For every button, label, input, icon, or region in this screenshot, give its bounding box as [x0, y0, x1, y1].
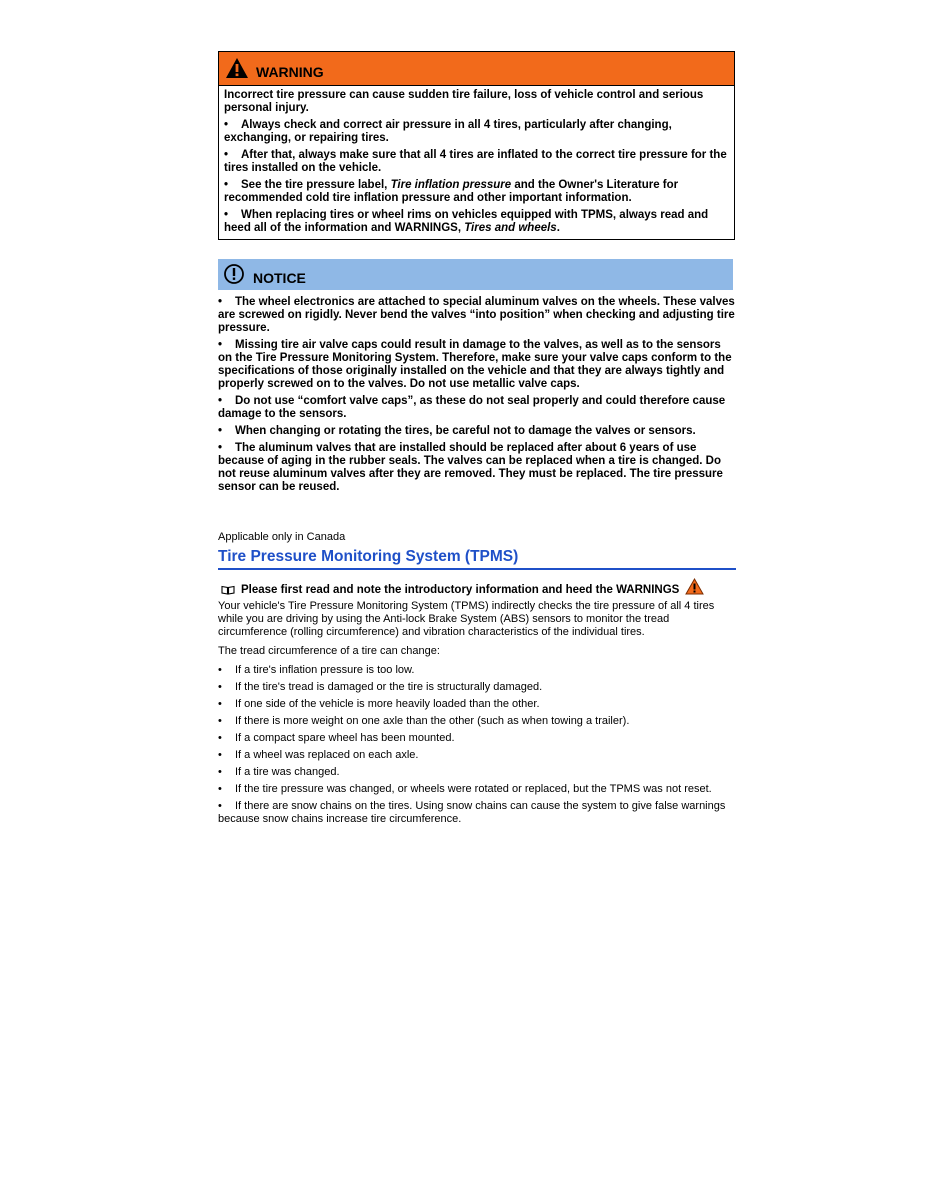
warning-bullet: • When replacing tires or wheel rims on vehicles equipped with TPMS, always read and heed all of the information and WARNINGS, Tires and wheels.	[224, 209, 709, 234]
book-icon	[221, 585, 235, 595]
list-item: • If there is more weight on one axle than the other (such as when towing a trailer).	[218, 715, 630, 727]
paragraph: Your vehicle's Tire Pressure Monitoring System (TPMS) indirectly checks the tire pressure of all 4 tires while you are driving by using the Anti-lock Brake System (ABS) sensors to monitor the tread circumference (rolling circumference) and vibration characteristics of the individual tires.	[218, 600, 715, 638]
warning-box	[218, 51, 735, 240]
notice-header	[218, 259, 733, 290]
list-item: • If a tire's inflation pressure is too low.	[218, 664, 415, 676]
intro-line: Please first read and note the introductory information and heed the WARNINGS	[218, 578, 736, 596]
list-item: • If a compact spare wheel has been mounted.	[218, 732, 455, 744]
notice-bullet: • Missing tire air valve caps could result in damage to the valves, as well as to the sensors on the Tire Pressure Monitoring System. Therefore, make sure your valve caps conform to the specifications of those originally installed on the vehicle and that they are always tightly and properly screwed on to the valves. Do not use metallic valve caps.	[218, 339, 732, 390]
warning-body	[219, 86, 734, 239]
section-title: Tire Pressure Monitoring System (TPMS)	[218, 548, 736, 570]
notice-bullet: • Do not use “comfort valve caps”, as these do not seal properly and could therefore cause damage to the sensors.	[218, 395, 726, 420]
notice-bullet: • The wheel electronics are attached to special aluminum valves on the wheels. These valves are screwed on rigidly. Never bend the valves “into position” when checking and adjusting tire pressure.	[218, 296, 735, 334]
tire-inflation-pressure-link[interactable]: Tire inflation pressure	[390, 179, 512, 191]
notice-bullet: • When changing or rotating the tires, be careful not to damage the valves or sensors.	[218, 425, 696, 437]
warning-bullet: • After that, always make sure that all 4 tires are inflated to the correct tire pressure for the tires installed on the vehicle.	[224, 149, 727, 174]
warning-triangle-icon	[225, 57, 249, 79]
list-item: • If there are snow chains on the tires. Using snow chains can cause the system to give false warnings because snow chains increase tire circumference.	[218, 800, 726, 825]
list-item: • If one side of the vehicle is more heavily loaded than the other.	[218, 698, 540, 710]
list-item: • If the tire's tread is damaged or the tire is structurally damaged.	[218, 681, 543, 693]
notice-title: NOTICE	[253, 270, 306, 286]
list-item: • If a tire was changed.	[218, 766, 340, 778]
applicability-note: Applicable only in Canada	[218, 531, 346, 543]
warning-bullet: • Always check and correct air pressure in all 4 tires, particularly after changing, exchanging, or repairing tires.	[224, 119, 672, 144]
warning-title: WARNING	[256, 64, 324, 80]
tires-and-wheels-link[interactable]: Tires and wheels	[464, 222, 557, 234]
list-item: • If the tire pressure was changed, or wheels were rotated or replaced, but the TPMS was not reset.	[218, 783, 712, 795]
warning-triangle-small-icon[interactable]	[685, 578, 704, 595]
warning-intro: Incorrect tire pressure can cause sudden tire failure, loss of vehicle control and serious personal injury.	[224, 89, 704, 114]
warning-header	[219, 52, 734, 86]
notice-bullet: • The aluminum valves that are installed should be replaced after about 6 years of use because of aging in the rubber seals. The valves can be replaced when a tire is changed. Do not reuse aluminum valves after they are removed. They must be replaced. The tire pressure sensor can be reused.	[218, 442, 723, 493]
list-item: • If a wheel was replaced on each axle.	[218, 749, 419, 761]
section-body	[218, 600, 736, 830]
notice-body	[218, 296, 736, 498]
warning-bullet: • See the tire pressure label, Tire inflation pressure and the Owner's Literature for recommended cold tire inflation pressure and other important information.	[224, 179, 679, 204]
paragraph: The tread circumference of a tire can change:	[218, 645, 440, 657]
notice-exclamation-icon	[223, 263, 245, 285]
